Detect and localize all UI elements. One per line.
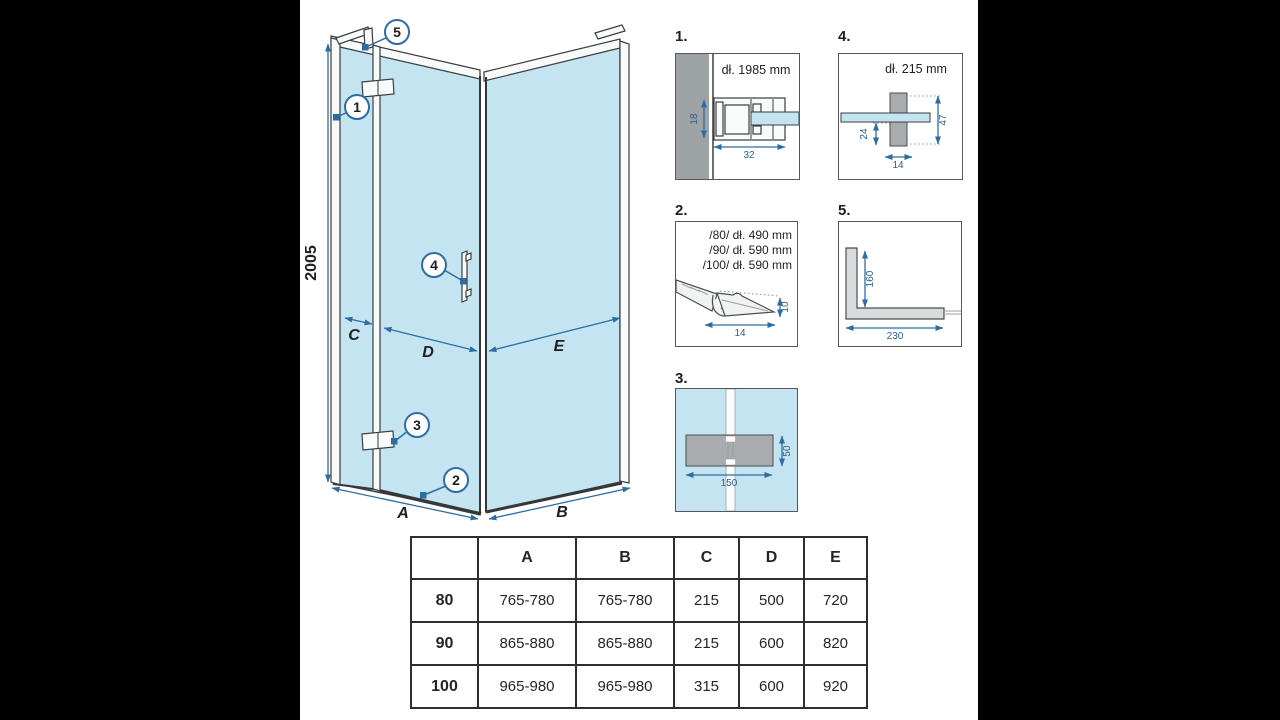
dim-230: 230 bbox=[886, 331, 904, 342]
support-bar bbox=[846, 248, 944, 319]
detail-3-label: 3. bbox=[675, 370, 688, 387]
detail-5-drawing bbox=[839, 222, 961, 346]
right-black-bar bbox=[978, 0, 1280, 720]
detail-1-drawing bbox=[676, 54, 799, 179]
label-d: D bbox=[422, 344, 434, 361]
seal-profile bbox=[676, 280, 779, 316]
corner-cell bbox=[411, 537, 478, 579]
wall-profile bbox=[331, 38, 340, 485]
dim-24: 24 bbox=[859, 128, 870, 140]
label-b: B bbox=[556, 504, 568, 521]
dim-2005-label: 2005 bbox=[303, 245, 320, 281]
svg-text:1: 1 bbox=[353, 99, 361, 115]
dim-14: 14 bbox=[892, 160, 904, 171]
table-row-90 bbox=[411, 622, 867, 665]
cell: 765-780 bbox=[576, 579, 674, 622]
size-100: /100/ dł. 590 mm bbox=[702, 258, 792, 272]
svg-text:2: 2 bbox=[452, 472, 460, 488]
hinge-top bbox=[362, 79, 394, 97]
detail-4-drawing bbox=[839, 54, 962, 179]
cell: 920 bbox=[804, 665, 867, 708]
row-size: 80 bbox=[411, 579, 478, 622]
dim-32: 32 bbox=[743, 150, 755, 161]
cell: 500 bbox=[739, 579, 804, 622]
hinge-strip bbox=[373, 45, 380, 491]
label-e: E bbox=[553, 338, 565, 355]
detail-2-label: 2. bbox=[675, 202, 688, 219]
glass-panel-right bbox=[484, 25, 629, 512]
dim-50: 50 bbox=[782, 445, 793, 457]
row-size: 100 bbox=[411, 665, 478, 708]
detail-1-length: dł. 1985 mm bbox=[721, 63, 791, 77]
detail-4-label: 4. bbox=[838, 28, 851, 45]
wall-profile-section bbox=[714, 98, 799, 140]
detail-3-box bbox=[675, 388, 798, 512]
cell: 865-880 bbox=[576, 622, 674, 665]
dim-18: 18 bbox=[689, 113, 700, 125]
corner-bracket-right bbox=[595, 25, 625, 39]
table-row-80 bbox=[411, 579, 867, 622]
dim-160: 160 bbox=[865, 270, 876, 288]
glass-pane bbox=[751, 112, 799, 125]
detail-5-box bbox=[838, 221, 962, 347]
detail-1-box bbox=[675, 53, 800, 180]
cell: 215 bbox=[674, 622, 739, 665]
cell: 215 bbox=[674, 579, 739, 622]
detail-2-box bbox=[675, 221, 798, 347]
cell: 600 bbox=[739, 622, 804, 665]
cell: 965-980 bbox=[478, 665, 576, 708]
spec-table bbox=[410, 536, 868, 709]
detail-2-drawing bbox=[676, 222, 797, 346]
table-row-100 bbox=[411, 665, 867, 708]
label-a: A bbox=[397, 505, 409, 522]
detail-3-drawing bbox=[676, 389, 797, 511]
col-header-c: C bbox=[674, 537, 739, 579]
detail-1-label: 1. bbox=[675, 28, 688, 45]
dim-14: 14 bbox=[734, 328, 746, 339]
table-header-row bbox=[411, 537, 867, 579]
cell: 720 bbox=[804, 579, 867, 622]
col-header-e: E bbox=[804, 537, 867, 579]
left-black-bar bbox=[0, 0, 300, 720]
detail-4-box bbox=[838, 53, 963, 180]
dim-2005 bbox=[303, 44, 328, 482]
size-90: /90/ dł. 590 mm bbox=[709, 243, 792, 257]
svg-text:3: 3 bbox=[413, 417, 421, 433]
dim-10: 10 bbox=[780, 301, 791, 313]
dim-47: 47 bbox=[938, 114, 949, 126]
col-header-d: D bbox=[739, 537, 804, 579]
hinge-bottom bbox=[362, 431, 394, 450]
dim-150: 150 bbox=[720, 478, 738, 489]
glass-pane bbox=[841, 113, 930, 122]
detail-5-label: 5. bbox=[838, 202, 851, 219]
cell: 865-880 bbox=[478, 622, 576, 665]
svg-text:4: 4 bbox=[430, 257, 438, 273]
size-80: /80/ dł. 490 mm bbox=[709, 228, 792, 242]
cell: 315 bbox=[674, 665, 739, 708]
col-header-a: A bbox=[478, 537, 576, 579]
diagram-sheet bbox=[300, 0, 978, 720]
cell: 820 bbox=[804, 622, 867, 665]
svg-text:5: 5 bbox=[393, 24, 401, 40]
cell: 600 bbox=[739, 665, 804, 708]
cell: 965-980 bbox=[576, 665, 674, 708]
hinge-part bbox=[686, 435, 773, 466]
label-c: C bbox=[348, 327, 360, 344]
detail-4-length: dł. 215 mm bbox=[885, 62, 947, 76]
cell: 765-780 bbox=[478, 579, 576, 622]
row-size: 90 bbox=[411, 622, 478, 665]
col-header-b: B bbox=[576, 537, 674, 579]
main-diagram bbox=[300, 0, 680, 540]
